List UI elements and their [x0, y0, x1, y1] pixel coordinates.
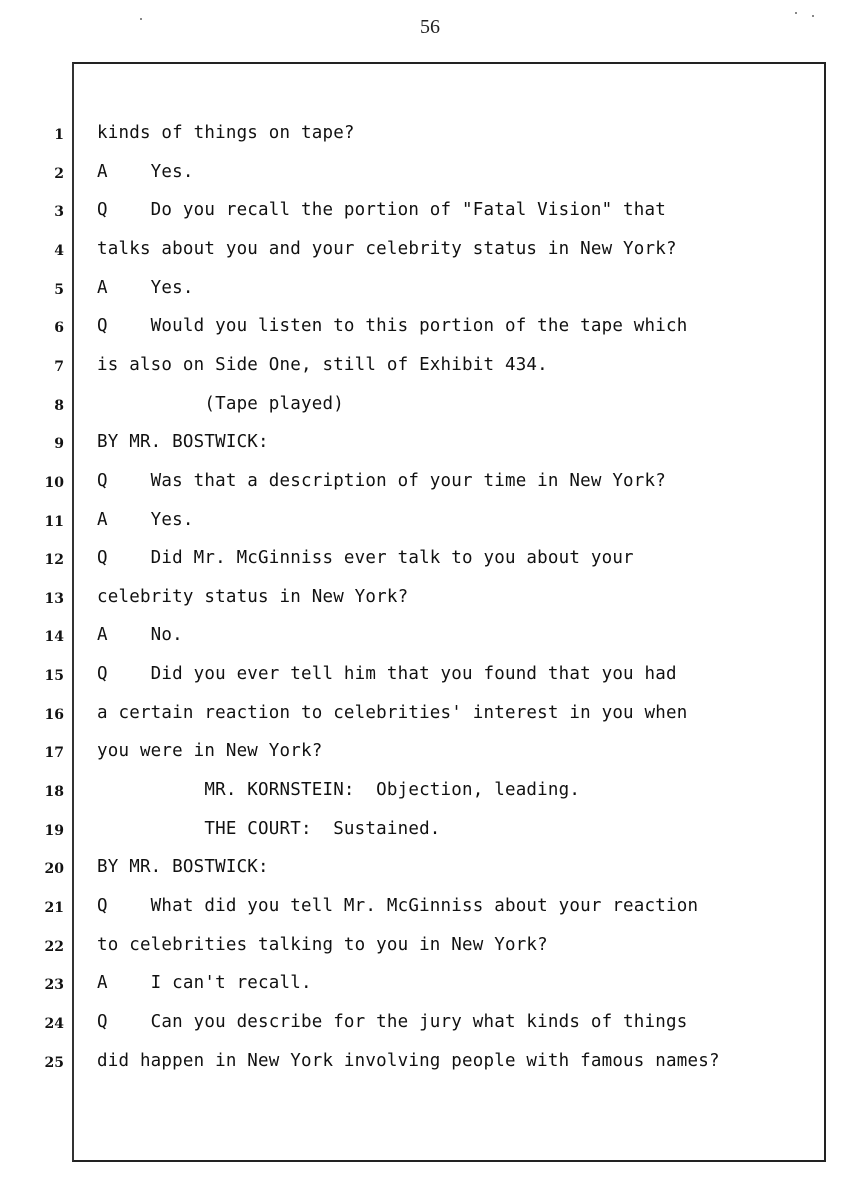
line-number: 6	[54, 320, 64, 337]
transcript-line	[0, 392, 860, 422]
line-text: BY MR. BOSTWICK:	[97, 857, 269, 878]
transcript-line	[0, 508, 860, 538]
line-text: A Yes.	[97, 161, 194, 182]
line-number: 8	[54, 397, 64, 414]
line-number: 11	[44, 513, 64, 530]
transcript-line	[0, 739, 860, 769]
line-text: is also on Side One, still of Exhibit 434.	[97, 354, 548, 375]
line-text: Q Would you listen to this portion of the tape which	[97, 316, 688, 337]
line-text: A No.	[97, 625, 183, 646]
scan-speck	[812, 15, 814, 17]
line-number: 13	[44, 590, 64, 607]
transcript-line	[0, 546, 860, 576]
transcript-line	[0, 933, 860, 963]
line-text: kinds of things on tape?	[97, 123, 355, 143]
transcript-line	[0, 276, 860, 306]
line-text: THE COURT: Sustained.	[97, 818, 441, 839]
line-text: Q What did you tell Mr. McGinniss about your reaction	[97, 896, 699, 916]
line-text: Q Do you recall the portion of "Fatal Vision" that	[97, 200, 667, 221]
line-number: 23	[44, 977, 64, 994]
transcript-line	[0, 121, 860, 151]
line-number: 3	[54, 204, 64, 221]
line-text: Q Can you describe for the jury what kinds of things	[97, 1011, 688, 1032]
line-text: BY MR. BOSTWICK:	[97, 432, 269, 453]
line-text: (Tape played)	[97, 393, 344, 414]
transcript-line	[0, 237, 860, 267]
line-text: did happen in New York involving people with famous names?	[97, 1050, 720, 1071]
line-number: 9	[54, 436, 64, 453]
transcript-line	[0, 585, 860, 615]
transcript-line	[0, 701, 860, 731]
transcript-line	[0, 314, 860, 344]
line-number: 1	[54, 127, 64, 143]
transcript-line	[0, 1010, 860, 1040]
line-number: 20	[44, 861, 64, 878]
line-number: 10	[44, 474, 64, 491]
line-number: 7	[54, 358, 64, 375]
transcript-line	[0, 430, 860, 460]
transcript-line	[0, 817, 860, 847]
line-number: 12	[44, 552, 64, 569]
line-text: talks about you and your celebrity status in New York?	[97, 238, 677, 259]
line-number: 14	[44, 629, 64, 646]
transcript-line	[0, 778, 860, 808]
line-number: 2	[54, 165, 64, 182]
line-number: 16	[44, 706, 64, 723]
transcript-line	[0, 160, 860, 190]
line-number: 22	[44, 938, 64, 955]
line-text: Q Did Mr. McGinniss ever talk to you about your	[97, 548, 634, 569]
line-number: 24	[44, 1015, 64, 1032]
line-text: a certain reaction to celebrities' interest in you when	[97, 702, 688, 723]
transcript-line	[0, 353, 860, 383]
line-number: 21	[44, 900, 64, 916]
scan-speck	[795, 12, 797, 14]
transcript-line	[0, 662, 860, 692]
line-text: Q Did you ever tell him that you found that you had	[97, 664, 677, 685]
line-number: 15	[44, 668, 64, 685]
transcript-line	[0, 894, 860, 924]
line-text: celebrity status in New York?	[97, 586, 409, 607]
line-number: 19	[44, 822, 64, 839]
line-number: 4	[54, 242, 64, 259]
transcript-line	[0, 1049, 860, 1079]
line-text: A Yes.	[97, 277, 194, 298]
line-text: A I can't recall.	[97, 973, 312, 994]
line-text: Q Was that a description of your time in New York?	[97, 470, 667, 491]
transcript-line	[0, 971, 860, 1001]
line-number: 5	[54, 281, 64, 298]
line-text: you were in New York?	[97, 741, 323, 762]
transcript-line	[0, 469, 860, 499]
line-text: to celebrities talking to you in New York?	[97, 934, 548, 955]
line-text: MR. KORNSTEIN: Objection, leading.	[97, 780, 581, 801]
transcript-line	[0, 623, 860, 653]
transcript-line	[0, 198, 860, 228]
scan-speck	[140, 18, 142, 20]
line-number: 25	[44, 1054, 64, 1071]
page-number: 56	[420, 16, 440, 38]
line-number: 17	[44, 745, 64, 762]
line-number: 18	[44, 784, 64, 801]
transcript-line	[0, 855, 860, 885]
line-text: A Yes.	[97, 509, 194, 530]
